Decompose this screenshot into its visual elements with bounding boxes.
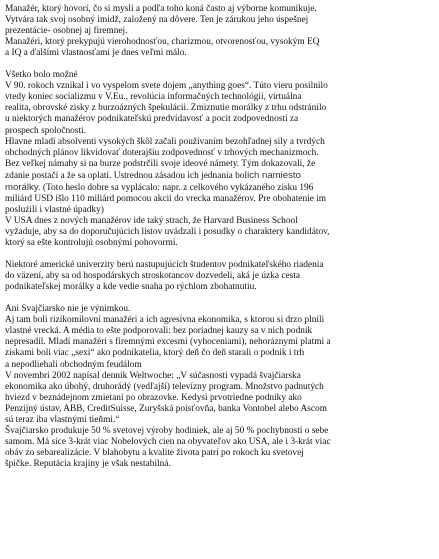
intro-paragraph — [5, 4, 436, 59]
text-line: Niektoré americké univerzity berú nastupujúcich študentov podnikateľského riadenia — [5, 260, 324, 271]
text-line: Vytvára tak svoj osobný imidž, založený na dôvere. Ten je zárukou jeho úspešnej — [5, 15, 309, 26]
text-line: V USA dnes z nových manažérov ide taký strach, že Harvard Business School — [5, 215, 298, 226]
text-line: Ani Svajčiarsko nie je výnimkou. — [5, 304, 131, 315]
text-line: prospech spoločnosti. — [5, 125, 86, 136]
paragraph-gap — [5, 249, 436, 260]
text-line: u niektorých manažérov podnikateľskú predvídavosť a pocit zodpovednosti za — [5, 114, 299, 125]
text-line — [5, 170, 436, 182]
text-line: a IQ a ďalšími vlastnosťami je dnes veľmi málo. — [5, 48, 187, 59]
text-line: vyžaduje, aby sa do doporučujúcich listov uvádzali i posudky o charaktery kandidátov, — [5, 226, 330, 237]
text-line: podnikateľskej morálky a kde vedie snaha po rýchlom zbohatnutiu. — [5, 282, 257, 293]
text-line: obchodných plánov likvidovať doterajšiu zodpovednosť v trhových mechanizmoch. — [5, 147, 319, 158]
text-line: Švajčiarsko produkuje 50 % svetovej výroby hodiniek, ale aj 50 % pochybností o sebe — [5, 425, 329, 436]
text-line: ktorý sa ešte kontrolujú osobnými pohovormi. — [5, 237, 178, 248]
text-line: a nepodliehali obchodným feudálom — [5, 359, 142, 370]
paragraph-gap — [5, 293, 436, 304]
document-page — [5, 4, 436, 470]
text-line: Aj tam boli rizikomilovní manažéri a ich agresívna ekonomika, s ktorou si drzo plnili — [5, 315, 325, 326]
text-line: vlastné vrecká. A média to ešte podporovali: bez poriadnej kauzy sa v nich podnik — [5, 326, 313, 337]
text-line: Manažéri, ktorý prekypujú vierohodnosťou, charizmou, otvorenosťou, vysokým EQ — [5, 37, 320, 48]
text-line: V 90. rokoch vznikal i vo vyspelom svete dojem „anything goes“. Túto vieru posilnilo — [5, 81, 328, 92]
text-line: vtedy koniec socializmu v V.Eu., revolúcia informačných technológií, virtuálna — [5, 92, 302, 103]
text-line: obáv zo sebarealizácie. V blahobytu a kvalite života patrí po rokoch ku svetovej — [5, 447, 304, 458]
text-segment: (Toto heslo dobre sa vyplácalo: napr. z celkového vykázaného zisku 196 — [40, 182, 314, 193]
switzerland-section — [5, 304, 436, 470]
paragraph-gap — [5, 59, 436, 70]
section-everything-possible — [5, 70, 436, 249]
text-line: do väzení, aby sa od hospodárskych stroskotancov dozvedeli, aká je úzka cesta — [5, 271, 301, 282]
text-line: hviezd v beznádejnom zmietaní po obrazovke. Kedysi prvotriedne podniky ako — [5, 392, 302, 403]
section-heading: Všetko bolo možné — [5, 70, 78, 81]
text-line: Bez veľkej námahy si na burze podstrčili svoje ideové námety. Tým dokazovali, že — [5, 158, 316, 169]
text-line: sú teraz iba vlastnými tieňmi.“ — [5, 414, 120, 425]
text-line: V novembri 2002 napísal denník Weltwoche: „V súčasnosti vypadá švajčiarska — [5, 370, 301, 381]
text-line: realita, obrovské zisky z burzoázných špekulácii. Zmiznutie morálky z trhu odstránilo — [5, 103, 327, 114]
text-segment: zdanie postačí a že sa oplatí. Ustrednou zásadou ich jednania bol — [5, 170, 248, 181]
text-line: Manažér, ktorý hovorí, čo si myslí a podľa toho koná často aj výborne komunikuje. — [5, 4, 317, 14]
text-line: špičke. Reputácia krajiny je však nestabilná. — [5, 458, 171, 469]
text-segment-sans: ich namiesto — [247, 169, 301, 181]
text-line: Hlavne mladí absolventi vysokých škôl začali používaním bezohľadnej sily a tvrdých — [5, 136, 325, 147]
text-line: samom. Má síce 3-krát viac Nobelových cien na obyvateľov ako USA, ale i 3-krát viac — [5, 436, 331, 447]
text-line: ziskami boli viac „sexi“ ako podnikatelia, ktorý deň čo deň starali o podnik i trh — [5, 348, 305, 359]
text-line: prezentácie- osobnej aj firemnej. — [5, 26, 128, 37]
universities-paragraph — [5, 260, 436, 293]
text-line: miliárd USD išlo 110 miliárd pomocou akcií do vrecka manažérov. Pre obohatenie im — [5, 193, 327, 204]
text-line: ekonomika ako úbohý, druhorádý (vedľajší) televízny program. Množstvo padnutých — [5, 381, 324, 392]
text-segment-sans: morálky. — [5, 181, 41, 193]
text-line: nepresadil. Mladí manažéri s firemnými excesmi (vyhoceniami), nehoráznymi platmi a — [5, 337, 331, 348]
text-line: Penzijný ústav, ABB, CreditSuisse, Zuryšská poisťovňa, banka Vontobel alebo Ascom — [5, 403, 328, 414]
text-line: posluźili i vlastné úpadky) — [5, 204, 104, 215]
text-line — [5, 182, 436, 194]
